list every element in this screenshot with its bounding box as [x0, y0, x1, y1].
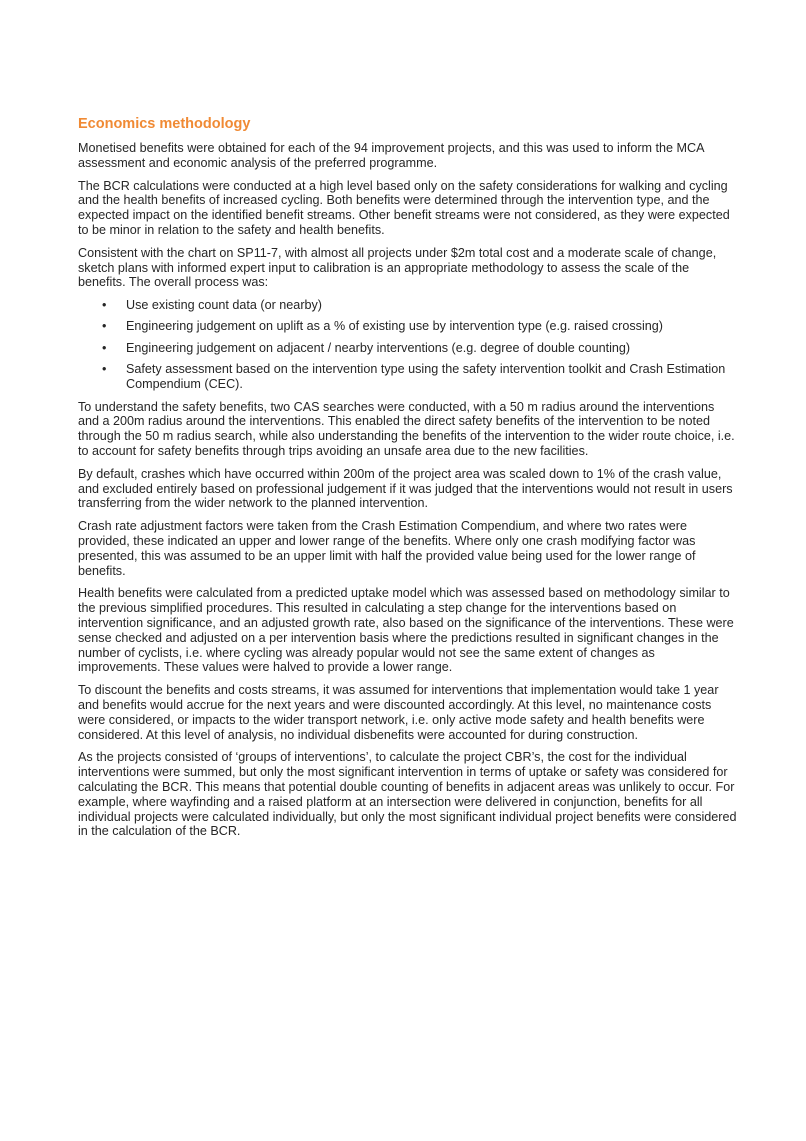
paragraph: As the projects consisted of ‘groups of interventions’, to calculate the project CBR’s, the cost for the individual interventions were summed, but only the most significant intervention in terms of uptake or safety was considered for calculating the BCR. This means that potential double counting of benefits in adjacent areas was unlikely to occur. For example, where wayfinding and a raised platform at an intersection were delivered in conjunction, benefits for all individual projects were calculated individually, but only the most significant individual project benefits were considered in the calculation of the BCR.	[78, 750, 737, 839]
paragraph: Monetised benefits were obtained for each of the 94 improvement projects, and this was used to inform the MCA assessment and economic analysis of the preferred programme.	[78, 141, 704, 170]
paragraph: By default, crashes which have occurred within 200m of the project area was scaled down to 1% of the crash value, and excluded entirely based on professional judgement if it was judged that the interventions would not result in users transferring from the wider network to the planned intervention.	[78, 466, 733, 511]
process-list	[78, 298, 738, 391]
paragraph: To understand the safety benefits, two CAS searches were conducted, with a 50 m radius around the interventions and a 200m radius around the interventions. This enabled the direct safety benefits of the intervention to be noted through the 50 m radius search, while also understanding the benefits of the intervention to the wider route choice, i.e. to account for safety benefits through trips avoiding an unsafe area due to the new facilities.	[78, 399, 735, 459]
paragraph: The BCR calculations were conducted at a high level based only on the safety considerations for walking and cycling and the health benefits of increased cycling. Both benefits were determined through the intervention type, and the expected impact on the identified benefit streams. Other benefit streams were not considered, as they were expected to be minor in relation to the safety and health benefits.	[78, 178, 730, 237]
list-item	[78, 298, 738, 313]
list-item	[78, 341, 738, 356]
bullet-icon: •	[102, 340, 107, 355]
bullet-icon: •	[102, 319, 107, 334]
list-item-text: Safety assessment based on the intervention type using the safety intervention toolkit and Crash Estimation Compendium (CEC).	[126, 362, 726, 391]
paragraph: Consistent with the chart on SP11-7, with almost all projects under $2m total cost and a moderate scale of change, sketch plans with informed expert input to calibration is an appropriate methodology to assess the scale of the benefits. The overall process was:	[78, 245, 717, 290]
list-item-text: Use existing count data (or nearby)	[126, 298, 323, 313]
list-item	[78, 362, 738, 392]
document-body	[78, 116, 738, 847]
list-item	[78, 319, 738, 334]
paragraph: Crash rate adjustment factors were taken from the Crash Estimation Compendium, and where two rates were provided, these indicated an upper and lower range of the benefits. Where only one crash modifying factor was presented, this was assumed to be an upper limit with half the provided value being used for the lower range of benefits.	[78, 519, 696, 578]
list-item-text: Engineering judgement on adjacent / nearby interventions (e.g. degree of double counting)	[126, 340, 631, 355]
section-heading: Economics methodology	[78, 116, 251, 132]
paragraph: Health benefits were calculated from a predicted uptake model which was assessed based on methodology similar to the previous simplified procedures. This resulted in calculating a step change for the interventions based on intervention significance, and an adjusted growth rate, also based on the significance of the interventions. These were sense checked and adjusted on a per intervention basis where the predictions resulted in significant changes in the number of cyclists, i.e. where cycling was already popular would not see the same extent of changes as improvements. These values were halved to provide a lower range.	[78, 586, 734, 675]
bullet-icon: •	[102, 362, 107, 377]
list-item-text: Engineering judgement on uplift as a % of existing use by intervention type (e.g. raised crossing)	[126, 319, 663, 334]
bullet-icon: •	[102, 298, 107, 313]
paragraph: To discount the benefits and costs streams, it was assumed for interventions that implementation would take 1 year and benefits would accrue for the next years and were discounted accordingly. At this level, no maintenance costs were considered, or impacts to the wider transport network, i.e. only active mode safety and health benefits were considered. At this level of analysis, no individual disbenefits were accounted for during construction.	[78, 683, 719, 742]
